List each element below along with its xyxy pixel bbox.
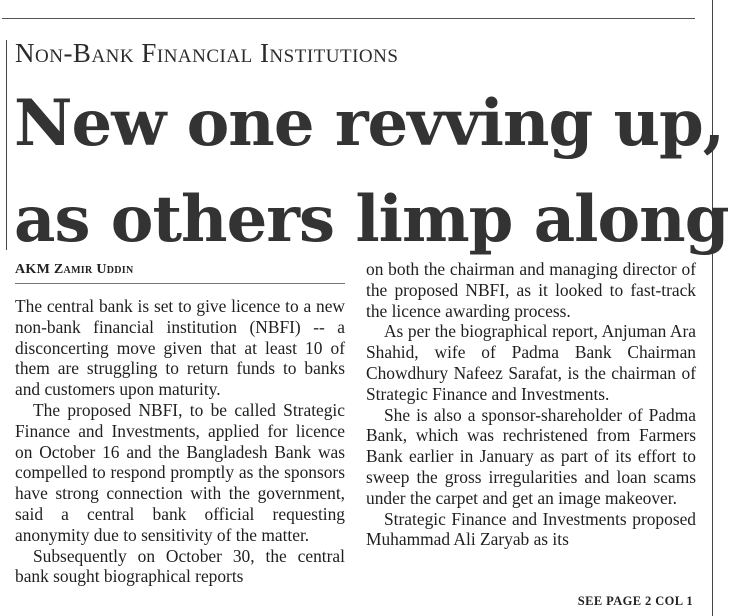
section-kicker: Non-Bank Financial Institutions [15,38,399,68]
paragraph: As per the biographical report, Anjuman Ara Shahid, wife of Padma Bank Chairman Chowdhury Nafeez Sarafat, is the chairman of Strategic Finance and Investments. [366,321,696,404]
headline-line-2: as others limp along [14,182,729,257]
paragraph: Subsequently on October 30, the central bank sought biographical reports [15,545,345,587]
byline-rule [15,283,345,284]
continuation-jump-line[interactable]: SEE PAGE 2 COL 1 [577,594,693,608]
paragraph: The proposed NBFI, to be called Strategic Finance and Investments, applied for licence on October 16 and the Bangladesh Bank was compelled to respond promptly as the sponsors have strong connection with the government, said a central bank official requesting anonymity due to sensitivity of the matter. [15,399,345,545]
paragraph: Strategic Finance and Investments proposed Muhammad Ali Zaryab as its [366,508,696,550]
article-column-1 [15,296,345,587]
paragraph: She is also a sponsor-shareholder of Padma Bank, which was rechristened from Farmers Bank earlier in January as part of its effort to sweep the gross irregularities and loan scams under the carpet and get an image makeover. [366,404,696,508]
article-column-2 [366,259,696,550]
paragraph: The central bank is set to give licence to a new non-bank financial institution (NBFI) -- a disconcerting move given that at least 10 of them are struggling to return funds to banks and customers upon maturity. [15,296,345,400]
byline: AKM Zamir Uddin [15,262,134,277]
top-rule [2,18,695,19]
headline [14,76,728,268]
headline-side-rule [6,40,7,250]
paragraph: on both the chairman and managing director of the proposed NBFI, as it looked to fast-track the licence awarding process. [366,259,696,321]
headline-line-1: New one revving up, [14,86,725,161]
